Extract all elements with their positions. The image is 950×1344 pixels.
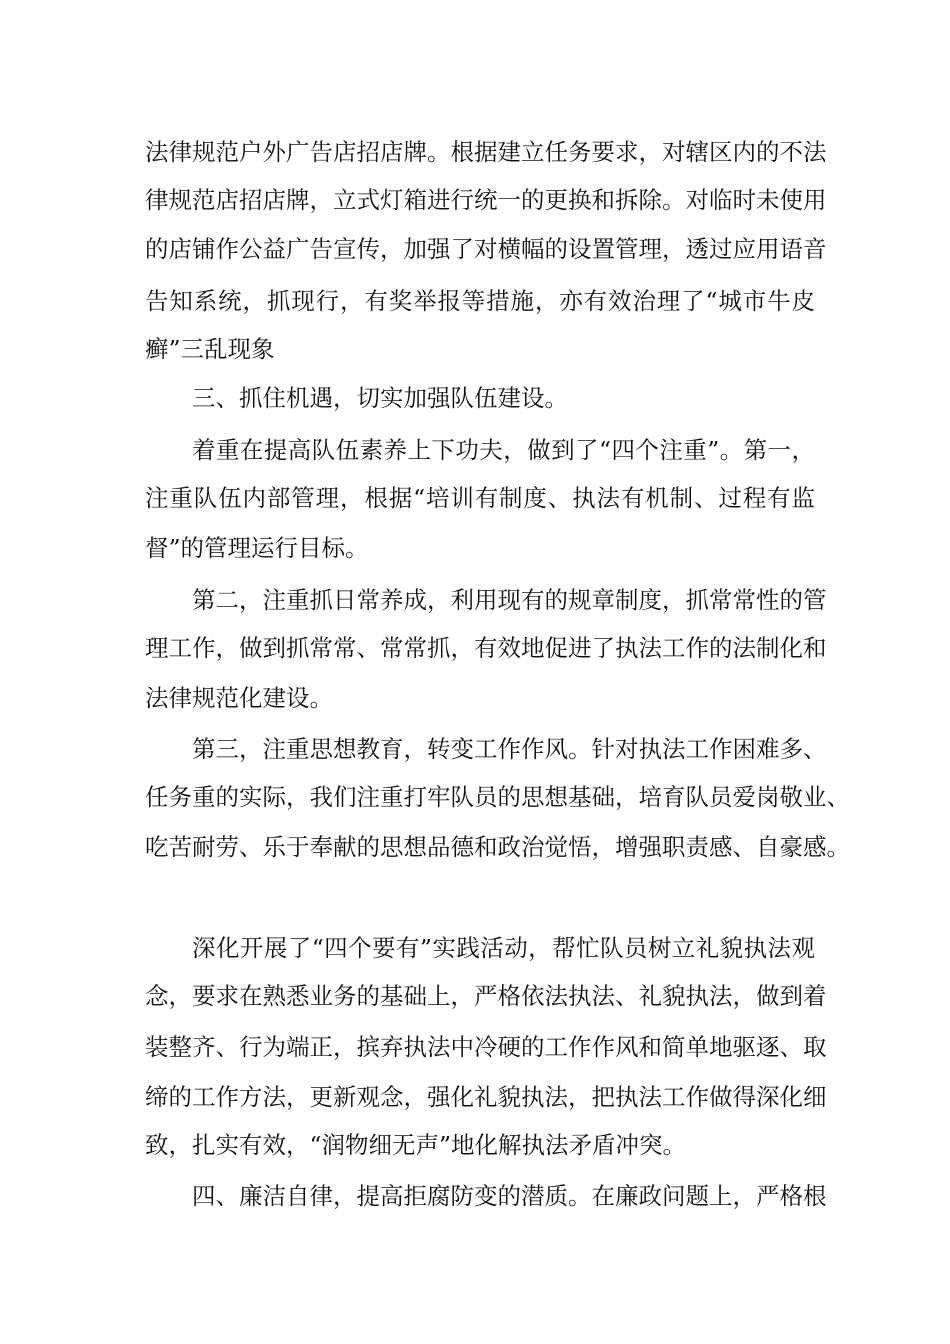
text-line: 癣”三乱现象 (145, 335, 275, 363)
text-line: 任务重的实际，我们注重打牢队员的思想基础，培育队员爱岗敬业、 (145, 783, 850, 811)
text-line: 律规范店招店牌，立式灯箱进行统一的更换和拆除。对临时未使用 (145, 186, 827, 214)
text-line: 第三，注重思想教育，转变工作作风。针对执法工作困难多、 (192, 735, 827, 763)
text-line: 法律规范化建设。 (145, 684, 333, 712)
text-line: 告知系统，抓现行，有奖举报等措施，亦有效治理了“城市牛皮 (145, 287, 815, 315)
text-line: 吃苦耐劳、乐于奉献的思想品德和政治觉悟，增强职责感、自豪感。 (145, 833, 850, 861)
text-line: 念，要求在熟悉业务的基础上，严格依法执法、礼貌执法，做到着 (145, 982, 827, 1010)
text-line: 深化开展了“四个要有”实践活动，帮忙队员树立礼貌执法观 (192, 934, 815, 962)
text-line: 理工作，做到抓常常、常常抓，有效地促进了执法工作的法制化和 (145, 634, 827, 662)
text-line: 缔的工作方法，更新观念，强化礼貌执法，把执法工作做得深化细 (145, 1083, 827, 1111)
text-line: 法律规范户外广告店招店牌。根据建立任务要求，对辖区内的不法 (145, 138, 827, 166)
text-line: 注重队伍内部管理，根据“培训有制度、执法有机制、过程有监 (145, 484, 815, 512)
text-line: 装整齐、行为端正，摈弃执法中冷硬的工作作风和简单地驱逐、取 (145, 1033, 827, 1061)
text-line: 四、廉洁自律，提高拒腐防变的潜质。在廉政问题上，严格根 (192, 1182, 827, 1210)
text-line: 的店铺作公益广告宣传，加强了对横幅的设置管理，透过应用语音 (145, 235, 827, 263)
text-line: 第二，注重抓日常养成，利用现有的规章制度，抓常常性的管 (192, 586, 827, 614)
text-line: 督”的管理运行目标。 (145, 534, 369, 562)
text-line: 致，扎实有效，“润物细无声”地化解执法矛盾冲突。 (145, 1131, 687, 1159)
text-line: 着重在提高队伍素养上下功夫，做到了“四个注重”。第一， (192, 436, 815, 464)
section-heading: 三、抓住机遇，切实加强队伍建设。 (192, 384, 568, 412)
